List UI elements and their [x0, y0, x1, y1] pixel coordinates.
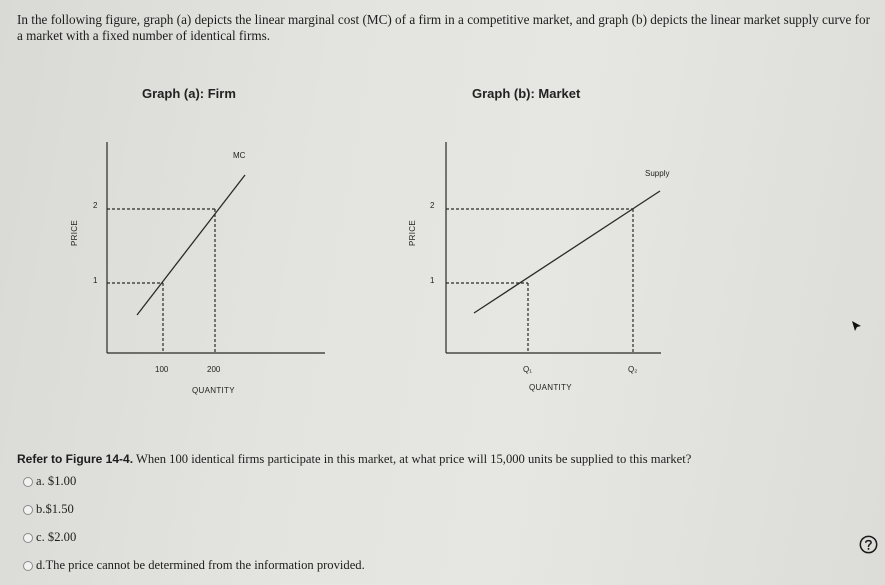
graph-a-xtick-200: 200 [207, 365, 221, 374]
graph-b-x-axis-label: QUANTITY [529, 383, 572, 392]
help-icon[interactable] [859, 535, 878, 554]
mouse-cursor-icon [851, 320, 863, 332]
graph-b-xtick-q1: Q₁ [523, 365, 532, 374]
graph-a-mc-label: MC [233, 151, 246, 160]
option-a[interactable] [23, 474, 76, 489]
graph-b-ytick-1: 1 [430, 276, 435, 285]
intro-text: In the following figure, graph (a) depicts the linear marginal cost (MC) of a firm in a competitive market, and graph (b) depicts the linear market supply curve for a market with a fixed number of identical firms. [17, 12, 870, 43]
option-c-text: $2.00 [47, 530, 77, 544]
graph-a-ytick-2: 2 [93, 201, 98, 210]
option-d-letter: d. [36, 558, 46, 572]
option-c-letter: c. [36, 530, 45, 544]
graph-b-y-axis-label: PRICE [408, 220, 417, 246]
question-text [17, 451, 877, 467]
graph-a-y-axis-label: PRICE [70, 220, 79, 246]
option-b[interactable] [23, 502, 74, 517]
option-d[interactable] [23, 558, 365, 573]
graph-a-x-axis-label: QUANTITY [192, 386, 235, 395]
option-a-text: $1.00 [47, 474, 77, 488]
question-body: When 100 identical firms participate in this market, at what price will 15,000 units be supplied to this market? [135, 452, 692, 466]
figure-reference: Refer to Figure 14-4. [17, 452, 134, 466]
graph-b-xtick-q2: Q₂ [628, 365, 638, 374]
option-b-letter: b. [36, 502, 46, 516]
graph-a-title: Graph (a): Firm [142, 86, 236, 101]
graph-b-ytick-2: 2 [430, 201, 435, 210]
option-b-text: $1.50 [45, 502, 74, 516]
option-d-radio[interactable] [23, 561, 33, 571]
graph-b-supply-label: Supply [645, 169, 670, 178]
graph-a-ytick-1: 1 [93, 276, 98, 285]
graph-a-xtick-100: 100 [155, 365, 169, 374]
graph-b-title: Graph (b): Market [472, 86, 581, 101]
option-a-letter: a. [36, 474, 45, 488]
option-b-radio[interactable] [23, 505, 33, 515]
option-a-radio[interactable] [23, 477, 33, 487]
option-d-text: The price cannot be determined from the information provided. [45, 558, 365, 572]
option-c[interactable] [23, 530, 76, 545]
option-c-radio[interactable] [23, 533, 33, 543]
